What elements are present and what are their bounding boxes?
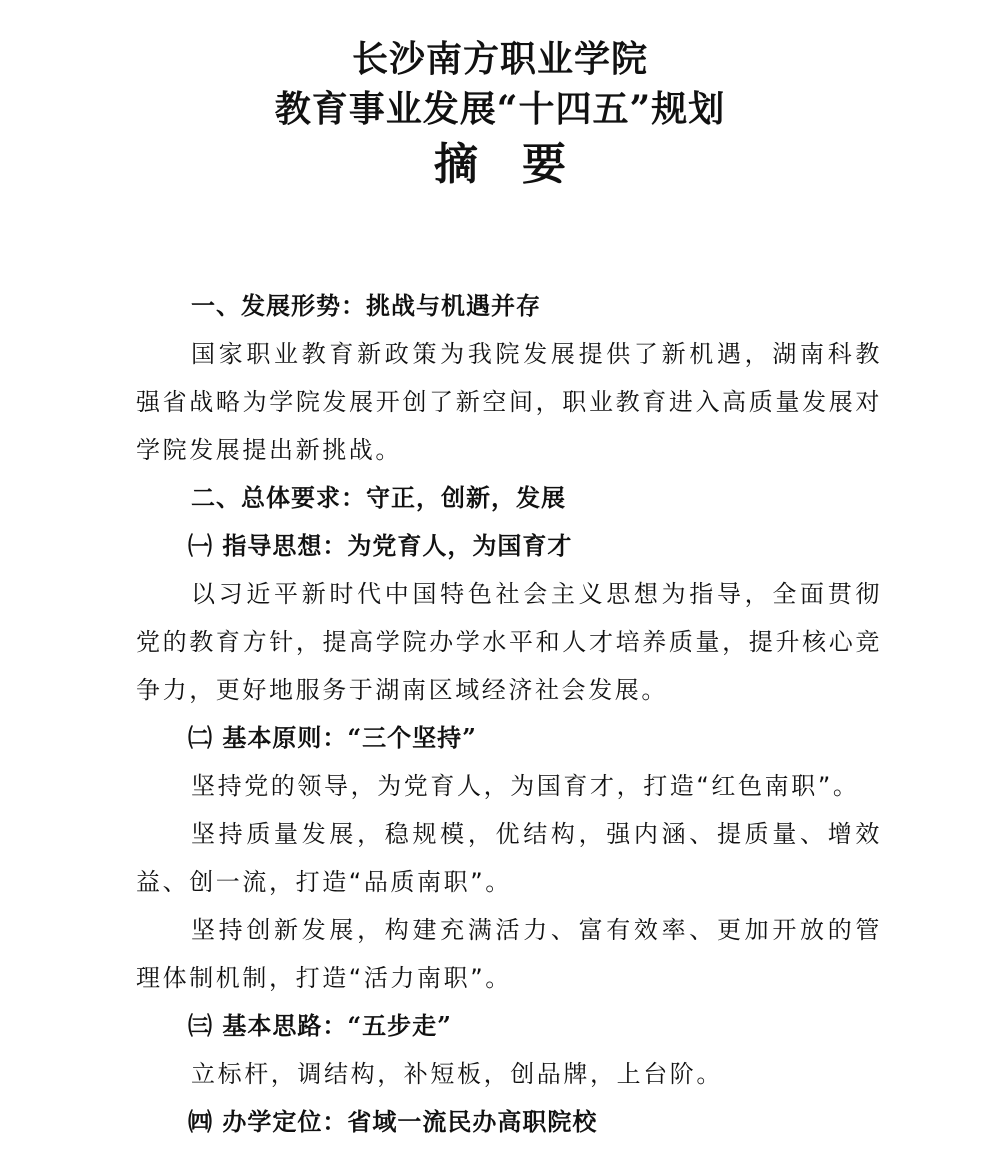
document-body bbox=[136, 282, 882, 1146]
document-title bbox=[0, 34, 1000, 196]
title-college-name: 长沙南方职业学院 bbox=[351, 38, 648, 80]
subsection-3-heading: ㈢ 基本思路：“五步走” bbox=[188, 1011, 452, 1040]
title-plan-name: 教育事业发展“十四五”规划 bbox=[274, 88, 726, 130]
subsection-1-paragraph: 以习近平新时代中国特色社会主义思想为指导，全面贯彻党的教育方针，提高学院办学水平和人才培养质量，提升核心竞争力，更好地服务于湖南区域经济社会发展。 bbox=[136, 580, 882, 704]
subsection-2-paragraph-3: 坚持创新发展，构建充满活力、富有效率、更加开放的管理体制机制，打造“活力南职”。 bbox=[136, 916, 882, 992]
subsection-2-paragraph-2: 坚持质量发展，稳规模，优结构，强内涵、提质量、增效益、创一流，打造“品质南职”。 bbox=[136, 820, 882, 896]
subsection-4-heading: ㈣ 办学定位：省域一流民办高职院校 bbox=[188, 1107, 598, 1136]
section-1-heading: 一、发展形势：挑战与机遇并存 bbox=[191, 292, 541, 320]
subsection-1-heading: ㈠ 指导思想：为党育人，为国育才 bbox=[188, 531, 573, 560]
subsection-3-paragraph: 立标杆，调结构，补短板，创品牌，上台阶。 bbox=[191, 1060, 723, 1088]
subsection-2-heading: ㈡ 基本原则：“三个坚持” bbox=[188, 723, 477, 752]
section-1-paragraph: 国家职业教育新政策为我院发展提供了新机遇，湖南科教强省战略为学院发展开创了新空间，职业教育进入高质量发展对学院发展提出新挑战。 bbox=[136, 340, 882, 464]
title-abstract: 摘要 bbox=[434, 139, 610, 190]
section-2-heading: 二、总体要求：守正，创新，发展 bbox=[191, 484, 566, 512]
subsection-2-paragraph-1: 坚持党的领导，为党育人，为国育才，打造“红色南职”。 bbox=[191, 772, 860, 800]
